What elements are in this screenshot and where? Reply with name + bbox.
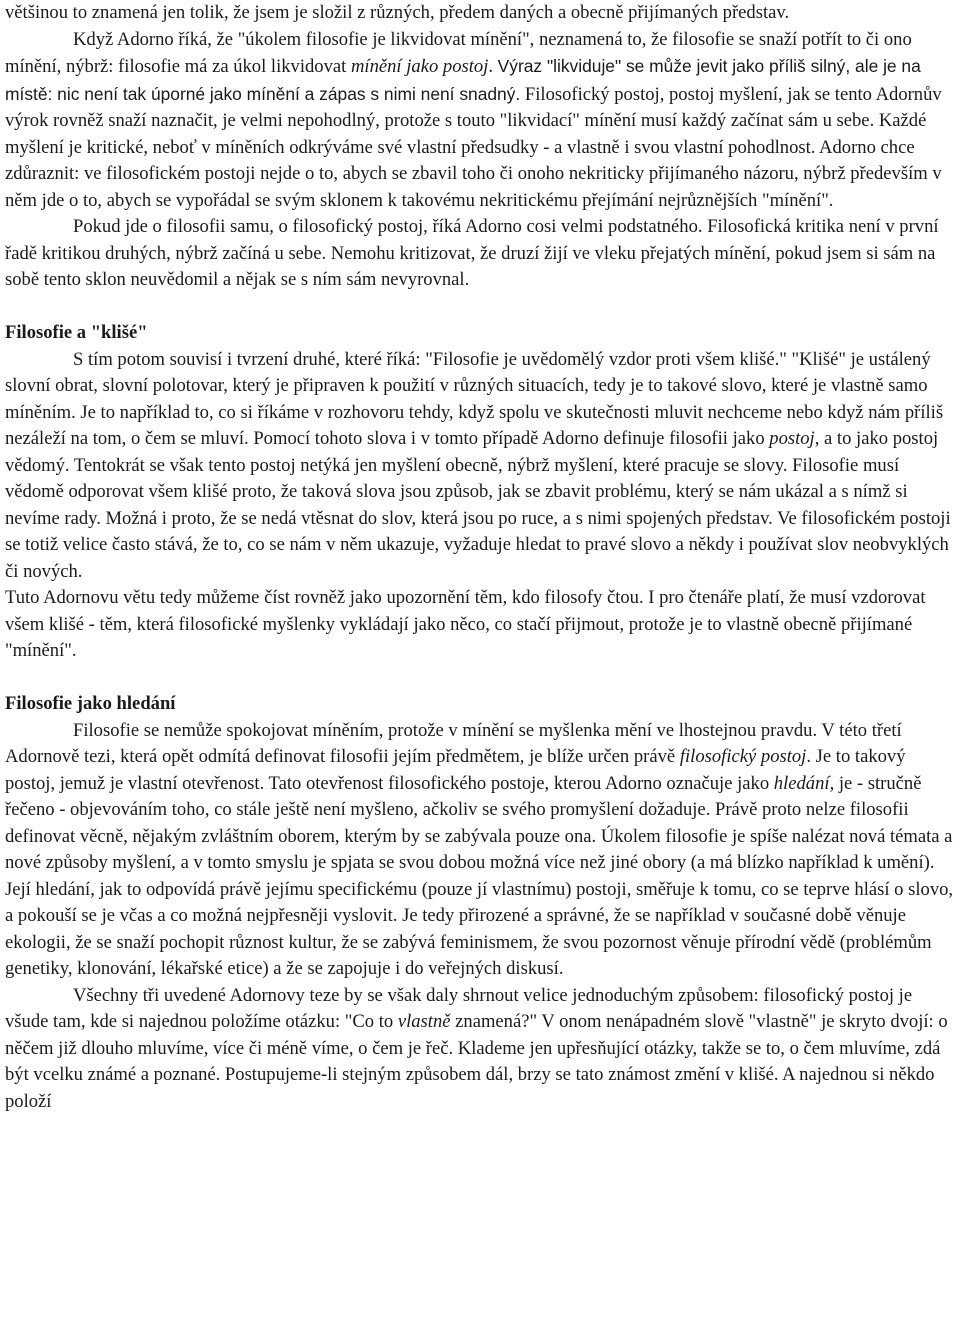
section3-paragraph-1-part-1: Filosofie se nemůže spokojovat míněním, protože v mínění se myšlenka mění ve lhostejnou pravdu. V této třetí Adornově tezi, která opět odmítá definovat filosofii jejím předmětem, je blíže určen právě: [5, 719, 902, 767]
section-heading-hledani: Filosofie jako hledání: [5, 693, 176, 714]
emphasis-hledani: hledání: [773, 772, 830, 794]
section3-paragraph-1-part-5: , je - stručně řečeno - objevováním toho, co stále ještě není myšleno, ačkoliv se svého promyšlení dožaduje. Právě proto nelze filosofii definovat věcně, nějakým zvláštním oborem, kterým by se zabývala pouze ona. Úkolem filosofie je spíše nalézat nová témata a nové způsoby myšlení, a v tomto smyslu je spjata se svou dobou možná více než jiné obory (a má blízko například k umění). Její hledání, jak to odpovídá právě jejímu specifickému (pouze jí vlastnímu) postoji, směřuje k tomu, co se teprve hlásí o slovo, a pokouší se je včas a co možná nejpřesněji vyslovit. Je tedy přirozené a správné, že se například v současné době věnuje ekologii, že se snaží pochopit různost kultur, že se zabývá feminismem, že svou pozornost věnuje přírodní vědě (problémům genetiky, klonování, lékařské etice) a že se zapojuje i do veřejných diskusí.: [5, 772, 954, 979]
section3-paragraph-2: [5, 983, 955, 1116]
paragraph-2: [5, 27, 955, 215]
emphasis-filosoficky-postoj: filosofický postoj: [679, 746, 807, 767]
paragraph-1-part-1: většinou to znamená jen tolik, že jsem je složil z různých, předem daných a obecně přijímaných představ.: [5, 2, 790, 23]
section3-paragraph-1: [5, 718, 955, 983]
section3-paragraph-2-part-3: znamená?" V onom nenápadném slově "vlastně" je skryto dvojí: o něčem již dlouho mluvíme, více či méně víme, o čem je řeč. Klademe jen upřesňující otázky, takže se to, o čem mluvíme, zdá být vcelku známé a poznané. Postupujeme-li stejným způsobem dál, brzy se tato známost změní v klišé. A najednou si někdo položí: [5, 1011, 948, 1112]
paragraph-1: [5, 0, 955, 27]
paragraph-3-part-1: Pokud jde o filosofii samu, o filosofický postoj, říká Adorno cosi velmi podstatného. Filosofická kritika není v první řadě kritikou druhých, nýbrž začíná u sebe. Nemohu kritizovat, že druzí žijí ve vleku přejatých mínění, pokud jsem si sám na sobě tento sklon neuvědomil a nějak se s ním sám nevyrovnal.: [5, 216, 939, 290]
section-gap: [5, 294, 955, 321]
section2-paragraph-2-part-1: Tuto Adornovu větu tedy můžeme číst rovněž jako upozornění těm, kdo filosofy čtou. I pro čtenáře platí, že musí vzdorovat všem klišé - těm, která filosofické myšlenky vykládají jako něco, co stačí přijmout, protože je to vlastně obecně přijímané "mínění".: [5, 587, 926, 661]
section-heading-klise: Filosofie a "klišé": [5, 322, 148, 343]
paragraph-2-sans-passage: Výraz "likviduje" se může jevit jako příliš silný, ale je na místě: nic není tak úporné jako mínění a zápas s nimi není snadný.: [5, 56, 921, 104]
paragraph-3: [5, 214, 955, 294]
section2-paragraph-1-part-1: S tím potom souvisí i tvrzení druhé, které říká: "Filosofie je uvědomělý vzdor proti všem klišé." "Klišé" je ustálený slovní obrat, slovní polotovar, který je připraven k použití v různých situacích, tedy je to takové slovo, které je vlastně samo míněním. Je to například to, co si říkáme v rozhovoru tehdy, když spolu ve skutečnosti mluvit nechceme nebo když nám příliš nezáleží na tom, o čem se mluví. Pomocí tohoto slova i v tomto případě Adorno definuje filosofii jako: [5, 348, 944, 449]
section3-paragraph-2-part-1: Všechny tři uvedené Adornovy teze by se však daly shrnout velice jednoduchým způsobem: filosofický postoj je všude tam, kde si najednou položíme otázku: "Co to: [5, 984, 913, 1032]
emphasis-vlastne: vlastně: [397, 1011, 451, 1032]
emphasis-minen-jako-postoj: mínění jako postoj: [350, 56, 489, 77]
paragraph-2-part-3: .: [488, 56, 498, 77]
emphasis-postoj: postoj: [769, 428, 815, 449]
paragraph-2-part-5: Filosofický postoj, postoj myšlení, jak se tento Adornův výrok rovněž snaží naznačit, je velmi nepohodlný, protože s touto "likvidací" mínění musí každý začínat sám u sebe. Každé myšlení je kritické, neboť v míněních odkrýváme své vlastní předsudky - a vlastně i svou vlastní pohodlnost. Adorno chce zdůraznit: ve filosofickém postoji nejde o to, abych se zbavil toho či onoho nekriticky přijímaného názoru, nýbrž především v něm jde o to, abych se vypořádal se svým sklonem k takovému nekritickému přejímání nejrůznějších "mínění".: [5, 83, 942, 211]
section2-paragraph-2: [5, 585, 955, 665]
section-gap: [5, 665, 955, 692]
section2-paragraph-1-part-3: , a to jako postoj vědomý. Tentokrát se však tento postoj netýká jen myšlení obecně, nýbrž myšlení, které pracuje se slovy. Filosofie musí vědomě odporovat všem klišé proto, že taková slova jsou způsob, jak se zbavit problému, který se nám ukázal a s nímž si nevíme rady. Možná i proto, že se nedá vtěsnat do slov, která jsou po ruce, a s nimi spojených představ. Ve filosofickém postoji se totiž velice často stává, že to, co se nám v něm ukazuje, vyžaduje hledat to pravé slovo a někdy i používat slov neobvyklých či nových.: [5, 428, 951, 582]
section3-paragraph-1-part-3: . Je to takový postoj, jemuž je vlastní otevřenost. Tato otevřenost filosofického postoje, kterou Adorno označuje jako: [5, 746, 906, 794]
paragraph-2-part-1: Když Adorno říká, že "úkolem filosofie je likvidovat mínění", neznamená to, že filosofie se snaží potřít to či ono mínění, nýbrž: filosofie má za úkol likvidovat: [5, 28, 912, 77]
section2-paragraph-1: [5, 347, 955, 586]
